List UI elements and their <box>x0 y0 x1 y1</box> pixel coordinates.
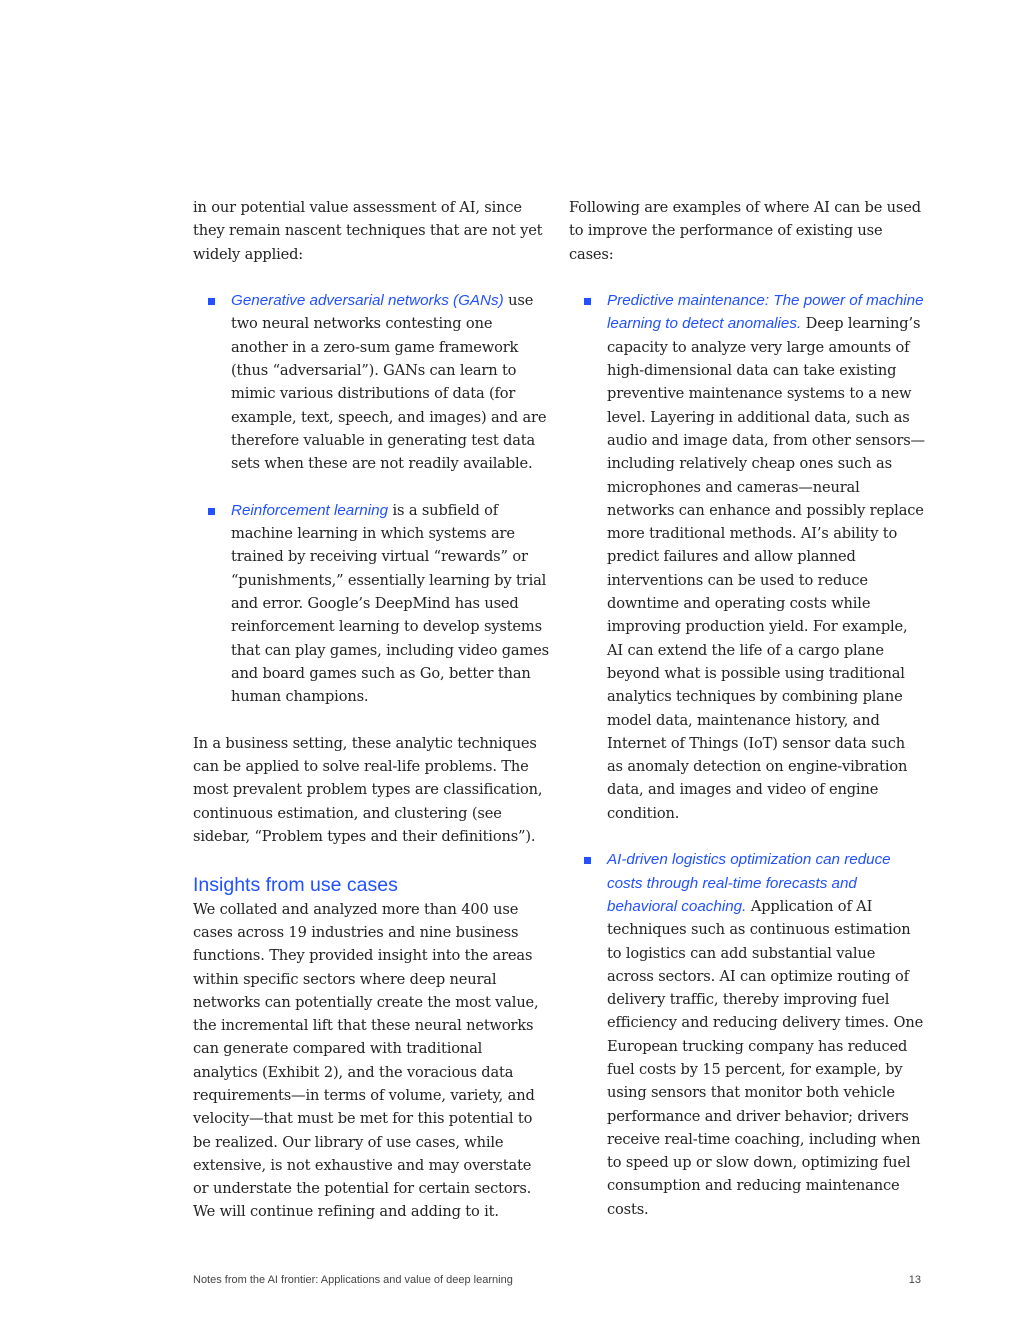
bullet-text: Deep learning’s capacity to analyze very large amounts of high-dimensional data can take existing preventive maintenance systems to a new level. Layering in additional data, such as audio and image data, from other sensors—including relatively cheap ones such as microphones and cameras—neural networks can enhance and possibly replace more traditional methods. AI’s ability to predict failures and allow planned interventions can be used to reduce downtime and operating costs while improving production yield. For example, AI can extend the life of a cargo plane beyond what is possible using traditional analytics techniques by combining plane model data, maintenance history, and Internet of Things (IoT) sensor data such as anomaly detection on engine-vibration data, and images and video of engine condition. <box>607 315 925 822</box>
business-setting-paragraph: In a business setting, these analytic techniques can be applied to solve real-life problems. The most prevalent problem types are classification, continuous estimation, and clustering (see sidebar, “Problem types and their definitions”). <box>193 734 543 846</box>
bullet-lead: Predictive maintenance: The power of machine learning to detect anomalies. <box>607 292 924 333</box>
square-bullet-icon <box>584 298 591 305</box>
bullet-lead: AI-driven logistics optimization can reduce costs through real-time forecasts and behavioral coaching. <box>607 851 891 915</box>
bullet-text: use two neural networks contesting one another in a zero-sum game framework (thus “adversarial”). GANs can learn to mimic various distributions of data (for example, text, speech, and images) and are therefore valuable in generating test data sets when these are not readily available. <box>231 292 547 473</box>
bullet-item-logistics-optimization <box>569 848 925 1221</box>
right-intro-paragraph: Following are examples of where AI can be used to improve the performance of existing use cases: <box>569 199 921 263</box>
bullet-text: is a subfield of machine learning in which systems are trained by receiving virtual “rewards” or “punishments,” essentially learning by trial and error. Google’s DeepMind has used reinforcement learning to develop systems that can play games, including video games and board games such as Go, better than human champions. <box>231 501 549 706</box>
technique-bullet-list <box>193 289 549 708</box>
square-bullet-icon <box>208 298 215 305</box>
right-column <box>569 196 925 1244</box>
bullet-item-gans <box>193 289 549 475</box>
page-footer <box>193 1274 921 1286</box>
bullet-item-predictive-maintenance <box>569 289 925 825</box>
use-case-bullet-list <box>569 289 925 1221</box>
left-intro-paragraph: in our potential value assessment of AI, since they remain nascent techniques that are not yet widely applied: <box>193 199 543 263</box>
square-bullet-icon <box>208 508 215 515</box>
bullet-text: Application of AI techniques such as continuous estimation to logistics can add substantial value across sectors. AI can optimize routing of delivery traffic, thereby improving fuel efficiency and reducing delivery times. One European trucking company has reduced fuel costs by 15 percent, for example, by using sensors that monitor both vehicle performance and driver behavior; drivers receive real-time coaching, including when to speed up or slow down, optimizing fuel consumption and reducing maintenance costs. <box>607 897 924 1218</box>
section-heading: Insights from use cases <box>193 873 398 896</box>
bullet-lead: Generative adversarial networks (GANs) <box>231 292 504 310</box>
use-cases-paragraph: We collated and analyzed more than 400 use cases across 19 industries and nine business functions. They provided insight into the areas within specific sectors where deep neural networks can potentially create the most value, the incremental lift that these neural networks can generate compared with traditional analytics (Exhibit 2), and the voracious data requirements—in terms of volume, variety, and velocity—that must be met for this potential to be realized. Our library of use cases, while extensive, is not exhaustive and may overstate or understate the potential for certain sectors. We will continue refining and adding to it. <box>193 900 539 1221</box>
left-column <box>193 196 549 1224</box>
square-bullet-icon <box>584 857 591 864</box>
page-number: 13 <box>908 1274 921 1286</box>
bullet-lead: Reinforcement learning <box>231 501 389 519</box>
footer-title: Notes from the AI frontier: Applications and value of deep learning <box>193 1274 513 1286</box>
bullet-item-reinforcement-learning <box>193 499 549 709</box>
